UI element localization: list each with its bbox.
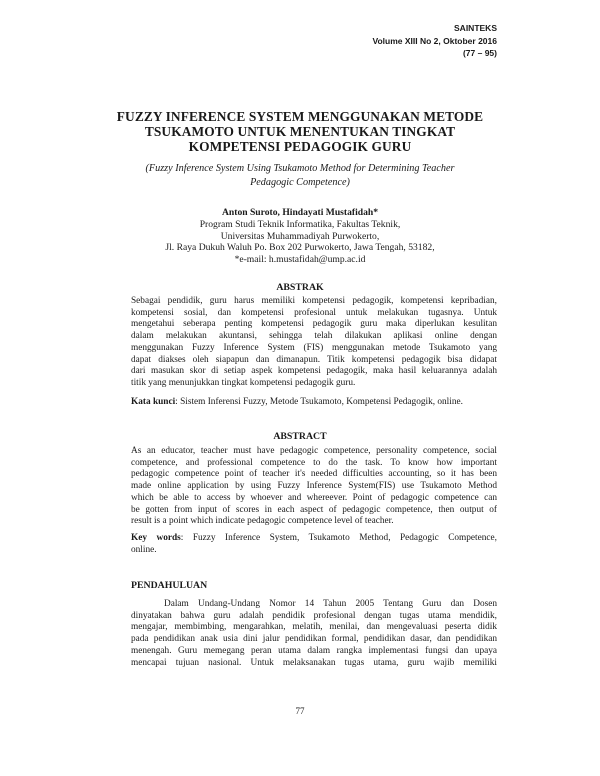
affiliation-line: Jl. Raya Dukuh Waluh Po. Box 202 Purwokerto, Jawa Tengah, 53182, [165, 242, 435, 254]
keywords-label: Key words [131, 533, 181, 543]
pendahuluan-body [131, 599, 497, 669]
abstrak-line: Sebagai pendidik, guru harus memiliki kompetensi pedagogik, kompetensi kepribadian, [131, 296, 497, 306]
abstrak-line: dalam melakukan akuntansi, sehingga telah dilakukan aplikasi online dengan [131, 331, 497, 342]
abstract-line: be gotten from input of scores in each aspect of pedagogic competence, then output of [131, 504, 497, 515]
abstrak-line: dari masukan skor di setiap aspek kompetensi pedagogik, maka hasil keluarannya adalah [131, 366, 497, 377]
abstract-heading: ABSTRACT [273, 431, 327, 442]
pendahuluan-heading: PENDAHULUAN [131, 580, 208, 591]
subtitle-line: (Fuzzy Inference System Using Tsukamoto Method for Determining Teacher [145, 163, 455, 174]
abstrak-line: menggunakan Fuzzy Inference System (FIS) menggunakan metode Tsukamoto yang [131, 342, 497, 353]
pendahuluan-line: dinyatakan bahwa guru adalah pendidik profesional dengan tugas utama mendidik, [131, 610, 497, 621]
keywords-text: : Fuzzy Inference System, Tsukamoto Method, Pedagogic Competence, [180, 533, 497, 543]
abstract-line: result is a point which indicate pedagogic competence level of teacher. [131, 516, 394, 527]
journal-volume: Volume XIII No 2, Oktober 2016 [372, 35, 497, 46]
abstrak-line: kompetensi sosial, dan kompetensi profesional untuk melakukan tugasnya. Untuk [131, 307, 497, 318]
pendahuluan-line: menengah. Guru memegang peran utama dalam rangka implementasi fungsi dan upaya [131, 645, 497, 656]
author-email: *e-mail: h.mustafidah@ump.ac.id [234, 254, 366, 266]
abstrak-body [131, 296, 497, 390]
affiliation-line: Program Studi Teknik Informatika, Fakultas Teknik, [199, 218, 401, 230]
author-block [140, 207, 460, 266]
abstrak-heading: ABSTRAK [276, 282, 324, 293]
pendahuluan-line: Dalam Undang-Undang Nomor 14 Tahun 2005 Tentang Guru dan Dosen [164, 599, 497, 609]
keywords-label: Kata kunci [131, 397, 176, 407]
paper-subtitle [130, 162, 470, 190]
abstract-line: competence, and professional competence to do the task. To know how important [131, 457, 497, 468]
abstract-line: pedagogic competence point of teacher it's needed difficulties accounting, so it has been [131, 469, 497, 480]
pendahuluan-line: mencapai tujuan nasional. Untuk melaksanakan tugas utama, guru wajib memiliki [131, 657, 497, 668]
abstrak-line: mengetahui seberapa penting kompetensi pedagogik guru maka diperlukan kesulitan [131, 319, 497, 330]
journal-pages: (77 – 95) [462, 48, 497, 58]
author-names: Anton Suroto, Hindayati Mustafidah* [221, 207, 379, 218]
title-line: TSUKAMOTO UNTUK MENENTUKAN TINGKAT [144, 124, 456, 139]
abstrak-line: dapat diakses oleh siapapun dan dimanapun. Titik kompetensi pedagogik bisa didapat [131, 354, 497, 365]
abstrak-line: titik yang menunjukkan tingkat kompetensi pedagogik guru. [131, 377, 356, 388]
keywords-text: : Sistem Inferensi Fuzzy, Metode Tsukamoto, Kompetensi Pedagogik, online. [175, 397, 463, 407]
pendahuluan-line: pada pendidikan anak usia dini jalur pendidikan formal, pendidikan dasar, dan pendidikan [131, 634, 497, 645]
abstrak-keywords [131, 397, 497, 409]
abstract-line: made online application by using Fuzzy Inference System(FIS) use Tsukamoto Method [131, 481, 497, 492]
abstract-keywords [131, 533, 497, 556]
paper-title [100, 109, 500, 154]
pendahuluan-line: mengajar, membimbing, mengarahkan, melatih, menilai, dan mengevaluasi peserta didik [131, 622, 497, 633]
subtitle-line: Pedagogic Competence) [250, 177, 350, 188]
journal-header [372, 22, 497, 60]
abstract-body [131, 446, 497, 528]
affiliation-line: Universitas Muhammadiyah Purwokerto, [220, 230, 380, 242]
journal-name: SAINTEKS [454, 23, 497, 33]
title-line: FUZZY INFERENCE SYSTEM MENGGUNAKAN METODE [116, 109, 484, 124]
page-number: 77 [295, 706, 305, 716]
abstract-line: As an educator, teacher must have pedagogic competence, personality competence, social [131, 446, 497, 456]
keywords-text: online. [131, 544, 157, 555]
abstract-line: which be able to access by whoever and whereever. Point of pedagogic competence can [131, 492, 497, 503]
title-line: KOMPETENSI PEDAGOGIK GURU [188, 139, 412, 154]
